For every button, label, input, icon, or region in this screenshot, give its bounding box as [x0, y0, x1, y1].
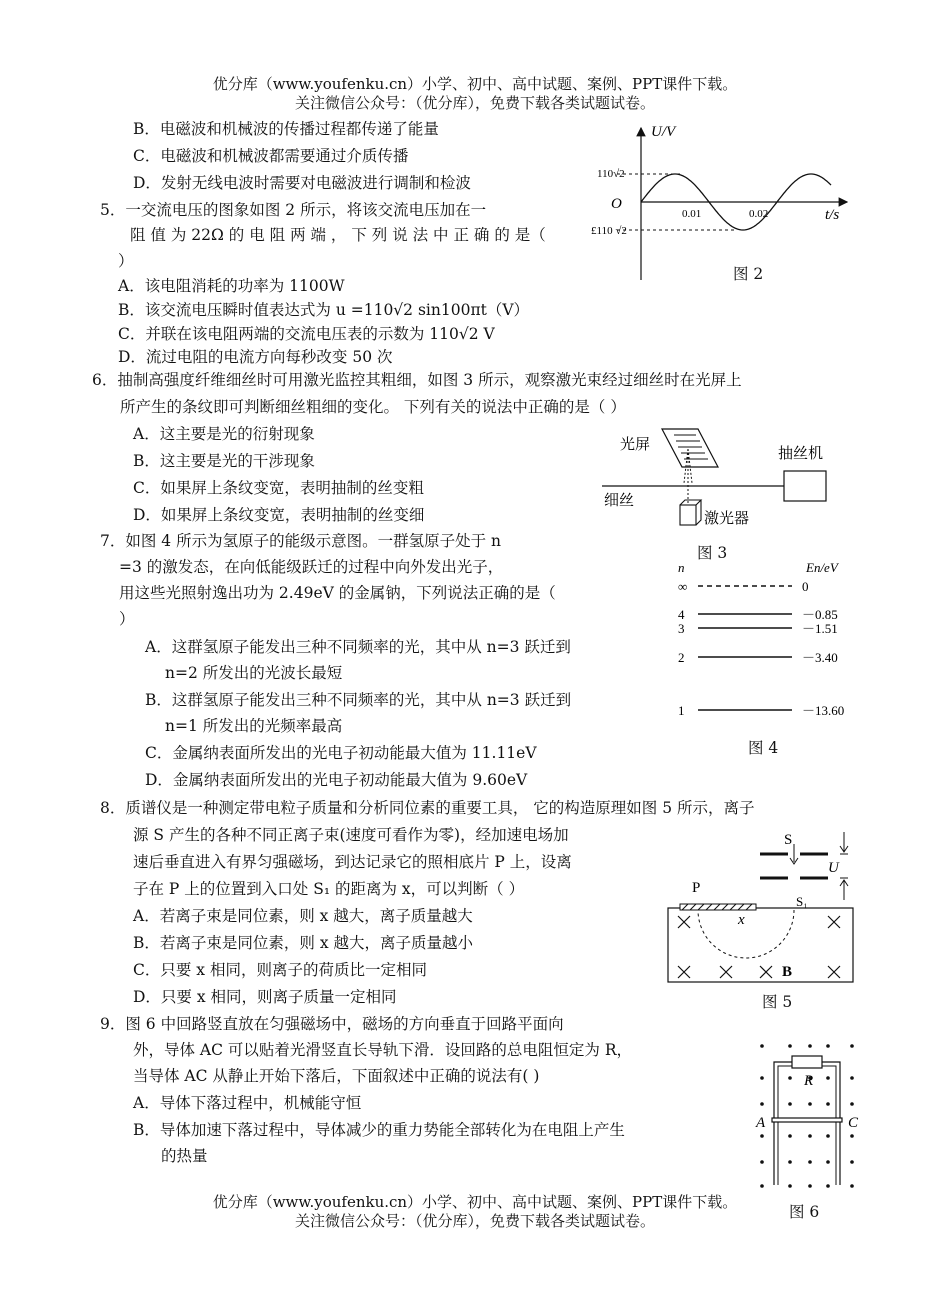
- field-dot: [826, 1134, 830, 1138]
- y-axis-label: U/V: [651, 124, 676, 140]
- p-label: P: [692, 880, 701, 896]
- q5-stem-3: ）: [118, 252, 134, 270]
- n-axis-label: n: [678, 560, 685, 575]
- q9-option-b-2: 的热量: [161, 1147, 208, 1165]
- q5-option-a: A．该电阻消耗的功率为 1100W: [118, 277, 345, 295]
- field-dot: [826, 1160, 830, 1164]
- field-dot: [850, 1184, 854, 1188]
- figure-4-energy-levels: [670, 556, 860, 726]
- field-dot: [850, 1134, 854, 1138]
- laser-device: [680, 505, 696, 525]
- q5-option-c: C．并联在该电阻两端的交流电压表的示数为 110√2 V: [118, 325, 495, 343]
- q6-stem-1: 6．抽制高强度纤维细丝时可用激光监控其粗细，如图 3 所示，观察激光束经过细丝时在光屏上: [92, 371, 742, 389]
- q8-option-a: A．若离子束是同位素，则 x 越大，离子质量越大: [133, 907, 473, 925]
- s-label: S: [784, 832, 793, 848]
- q8-stem-4: 子在 P 上的位置到入口处 S₁ 的距离为 x，可以判断（ ）: [133, 880, 525, 898]
- laser-label: 激光器: [704, 511, 750, 527]
- q6-option-c: C．如果屏上条纹变宽，表明抽制的丝变粗: [133, 479, 424, 497]
- tick-label-0.02: 0.02: [749, 208, 769, 220]
- field-dot: [760, 1102, 764, 1106]
- q9-option-a: A．导体下落过程中，机械能守恒: [133, 1094, 362, 1112]
- field-dot: [788, 1134, 792, 1138]
- q4-option-d: D．发射无线电波时需要对电磁波进行调制和检波: [133, 174, 471, 192]
- q4-option-c: C．电磁波和机械波都需要通过介质传播: [133, 147, 409, 165]
- level-energy-label: 0: [802, 579, 809, 594]
- field-dot: [788, 1160, 792, 1164]
- footer-line-2: 关注微信公众号：（优分库），免费下载各类试题试卷。: [294, 1212, 655, 1230]
- field-dot: [808, 1102, 812, 1106]
- q5-stem-1: 5．一交流电压的图象如图 2 所示，将该交流电压加在一: [100, 201, 487, 219]
- y-peak-label: 110√2: [597, 168, 625, 180]
- field-dot: [788, 1044, 792, 1048]
- q7-stem-4: ）: [119, 610, 135, 628]
- q6-option-b: B．这主要是光的干涉现象: [133, 452, 315, 470]
- level-n-label: 1: [678, 703, 685, 718]
- level-n-label: 3: [678, 621, 685, 636]
- c-label: C: [848, 1115, 859, 1131]
- field-dot: [760, 1160, 764, 1164]
- field-dot: [850, 1160, 854, 1164]
- footer-line-1: 优分库（www.youfenku.cn）小学、初中、高中试题、案例、PPT课件下载。: [212, 1193, 738, 1211]
- drawing-machine-box: [784, 471, 826, 501]
- q7-stem-3: 用这些光照射逸出功为 2.49eV 的金属钠，下列说法正确的是（: [119, 584, 556, 602]
- q5-option-b: B．该交流电压瞬时值表达式为 u =110√2 sin100πt（V）: [118, 301, 530, 319]
- field-dot: [808, 1044, 812, 1048]
- b-label: B: [782, 964, 793, 980]
- level-energy-label: －13.60: [802, 703, 845, 718]
- q7-option-b-2: n=1 所发出的光频率最高: [165, 717, 343, 735]
- header-line-2: 关注微信公众号：（优分库），免费下载各类试题试卷。: [294, 94, 655, 112]
- conductor-ac: [772, 1118, 842, 1122]
- q8-stem-2: 源 S 产生的各种不同正离子束(速度可看作为零)，经加速电场加: [133, 826, 569, 844]
- level-n-label: 2: [678, 650, 685, 665]
- field-dot: [760, 1076, 764, 1080]
- q7-option-d: D．金属纳表面所发出的光电子初动能最大值为 9.60eV: [145, 771, 528, 789]
- q5-stem-2: 阻 值 为 22Ω 的 电 阻 两 端 ， 下 列 说 法 中 正 确 的 是（: [130, 226, 546, 244]
- field-dot: [826, 1184, 830, 1188]
- q9-option-b-1: B．导体加速下落过程中，导体减少的重力势能全部转化为在电阻上产生: [133, 1121, 625, 1139]
- q8-stem-1: 8．质谱仪是一种测定带电粒子质量和分析同位素的重要工具， 它的构造原理如图 5 所示，离子: [100, 799, 755, 817]
- figure-3-caption: 图 3: [697, 544, 728, 562]
- q9-stem-3: 当导体 AC 从静止开始下落后，下面叙述中正确的说法有( ): [133, 1067, 540, 1085]
- field-dot: [850, 1102, 854, 1106]
- machine-label: 抽丝机: [778, 446, 824, 462]
- figure-4-caption: 图 4: [748, 739, 779, 757]
- q7-option-c: C．金属纳表面所发出的光电子初动能最大值为 11.11eV: [145, 744, 537, 762]
- energy-level-group: [678, 579, 844, 718]
- screen-label: 光屏: [620, 437, 651, 453]
- magnetic-field-region: [668, 908, 853, 982]
- q9-stem-1: 9．图 6 中回路竖直放在匀强磁场中，磁场的方向垂直于回路平面向: [100, 1015, 564, 1033]
- q7-stem-1: 7．如图 4 所示为氢原子的能级示意图。一群氢原子处于 n: [100, 532, 501, 550]
- field-dot: [808, 1134, 812, 1138]
- q6-option-a: A．这主要是光的衍射现象: [133, 425, 315, 443]
- field-dot: [826, 1044, 830, 1048]
- r-label: R: [804, 1073, 814, 1089]
- figure-3-laser-setup: [600, 425, 850, 540]
- field-dot: [826, 1076, 830, 1080]
- field-dot: [826, 1102, 830, 1106]
- q8-stem-3: 速后垂直进入有界匀强磁场，到达记录它的照相底片 P 上，设离: [133, 853, 572, 871]
- q6-option-d: D．如果屏上条纹变宽，表明抽制的丝变细: [133, 506, 425, 524]
- q7-option-a-1: A．这群氢原子能发出三种不同频率的光，其中从 n=3 跃迁到: [145, 638, 571, 656]
- q5-option-d: D．流过电阻的电流方向每秒改变 50 次: [118, 348, 393, 366]
- q7-option-b-1: B．这群氢原子能发出三种不同频率的光，其中从 n=3 跃迁到: [145, 691, 572, 709]
- field-dot: [760, 1044, 764, 1048]
- level-n-label: ∞: [678, 579, 688, 594]
- field-dot: [850, 1044, 854, 1048]
- field-dot: [788, 1184, 792, 1188]
- resistor: [792, 1056, 822, 1068]
- field-dot: [788, 1102, 792, 1106]
- tick-label-0.01: 0.01: [682, 208, 702, 220]
- y-trough-label: £110 √2: [591, 225, 627, 237]
- q8-option-b: B．若离子束是同位素，则 x 越大，离子质量越小: [133, 934, 473, 952]
- figure-6-circuit: [752, 1040, 862, 1195]
- u-label: U: [828, 860, 839, 876]
- level-energy-label: －1.51: [802, 621, 838, 636]
- wire-label: 细丝: [604, 493, 635, 509]
- q7-option-a-2: n=2 所发出的光波长最短: [165, 664, 343, 682]
- q9-stem-2: 外，导体 AC 可以贴着光滑竖直长导轨下滑．设回路的总电阻恒定为 R，: [133, 1041, 633, 1059]
- u-arrows: [840, 832, 848, 900]
- x-axis-label: t/s: [825, 207, 840, 223]
- a-label: A: [756, 1115, 766, 1131]
- field-dot: [788, 1076, 792, 1080]
- q6-stem-2: 所产生的条纹即可判断细丝粗细的变化。 下列有关的说法中正确的是（ ）: [120, 398, 626, 416]
- x-label: x: [738, 912, 745, 928]
- figure-6-caption: 图 6: [789, 1203, 820, 1221]
- level-energy-label: －0.85: [802, 607, 838, 622]
- field-dot: [760, 1134, 764, 1138]
- q7-stem-2: =3 的激发态，在向低能级跃迁的过程中向外发出光子，: [119, 558, 504, 576]
- figure-2-voltage-graph: [585, 120, 855, 290]
- figure-5-caption: 图 5: [762, 993, 793, 1011]
- energy-axis-label: En/eV: [806, 560, 838, 575]
- figure-2-caption: 图 2: [733, 265, 764, 283]
- level-n-label: 4: [678, 607, 685, 622]
- q4-option-b: B．电磁波和机械波的传播过程都传递了能量: [133, 120, 439, 138]
- field-dot: [808, 1184, 812, 1188]
- q8-option-d: D．只要 x 相同，则离子质量一定相同: [133, 988, 397, 1006]
- figure-5-mass-spectrometer: [660, 826, 860, 991]
- q8-option-c: C．只要 x 相同，则离子的荷质比一定相同: [133, 961, 427, 979]
- s1-label: S₁: [796, 894, 808, 909]
- header-line-1: 优分库（www.youfenku.cn）小学、初中、高中试题、案例、PPT课件下载。: [212, 75, 738, 93]
- origin-label: O: [611, 196, 622, 212]
- level-energy-label: －3.40: [802, 650, 838, 665]
- field-dot: [760, 1184, 764, 1188]
- field-dot: [850, 1076, 854, 1080]
- field-dot: [808, 1160, 812, 1164]
